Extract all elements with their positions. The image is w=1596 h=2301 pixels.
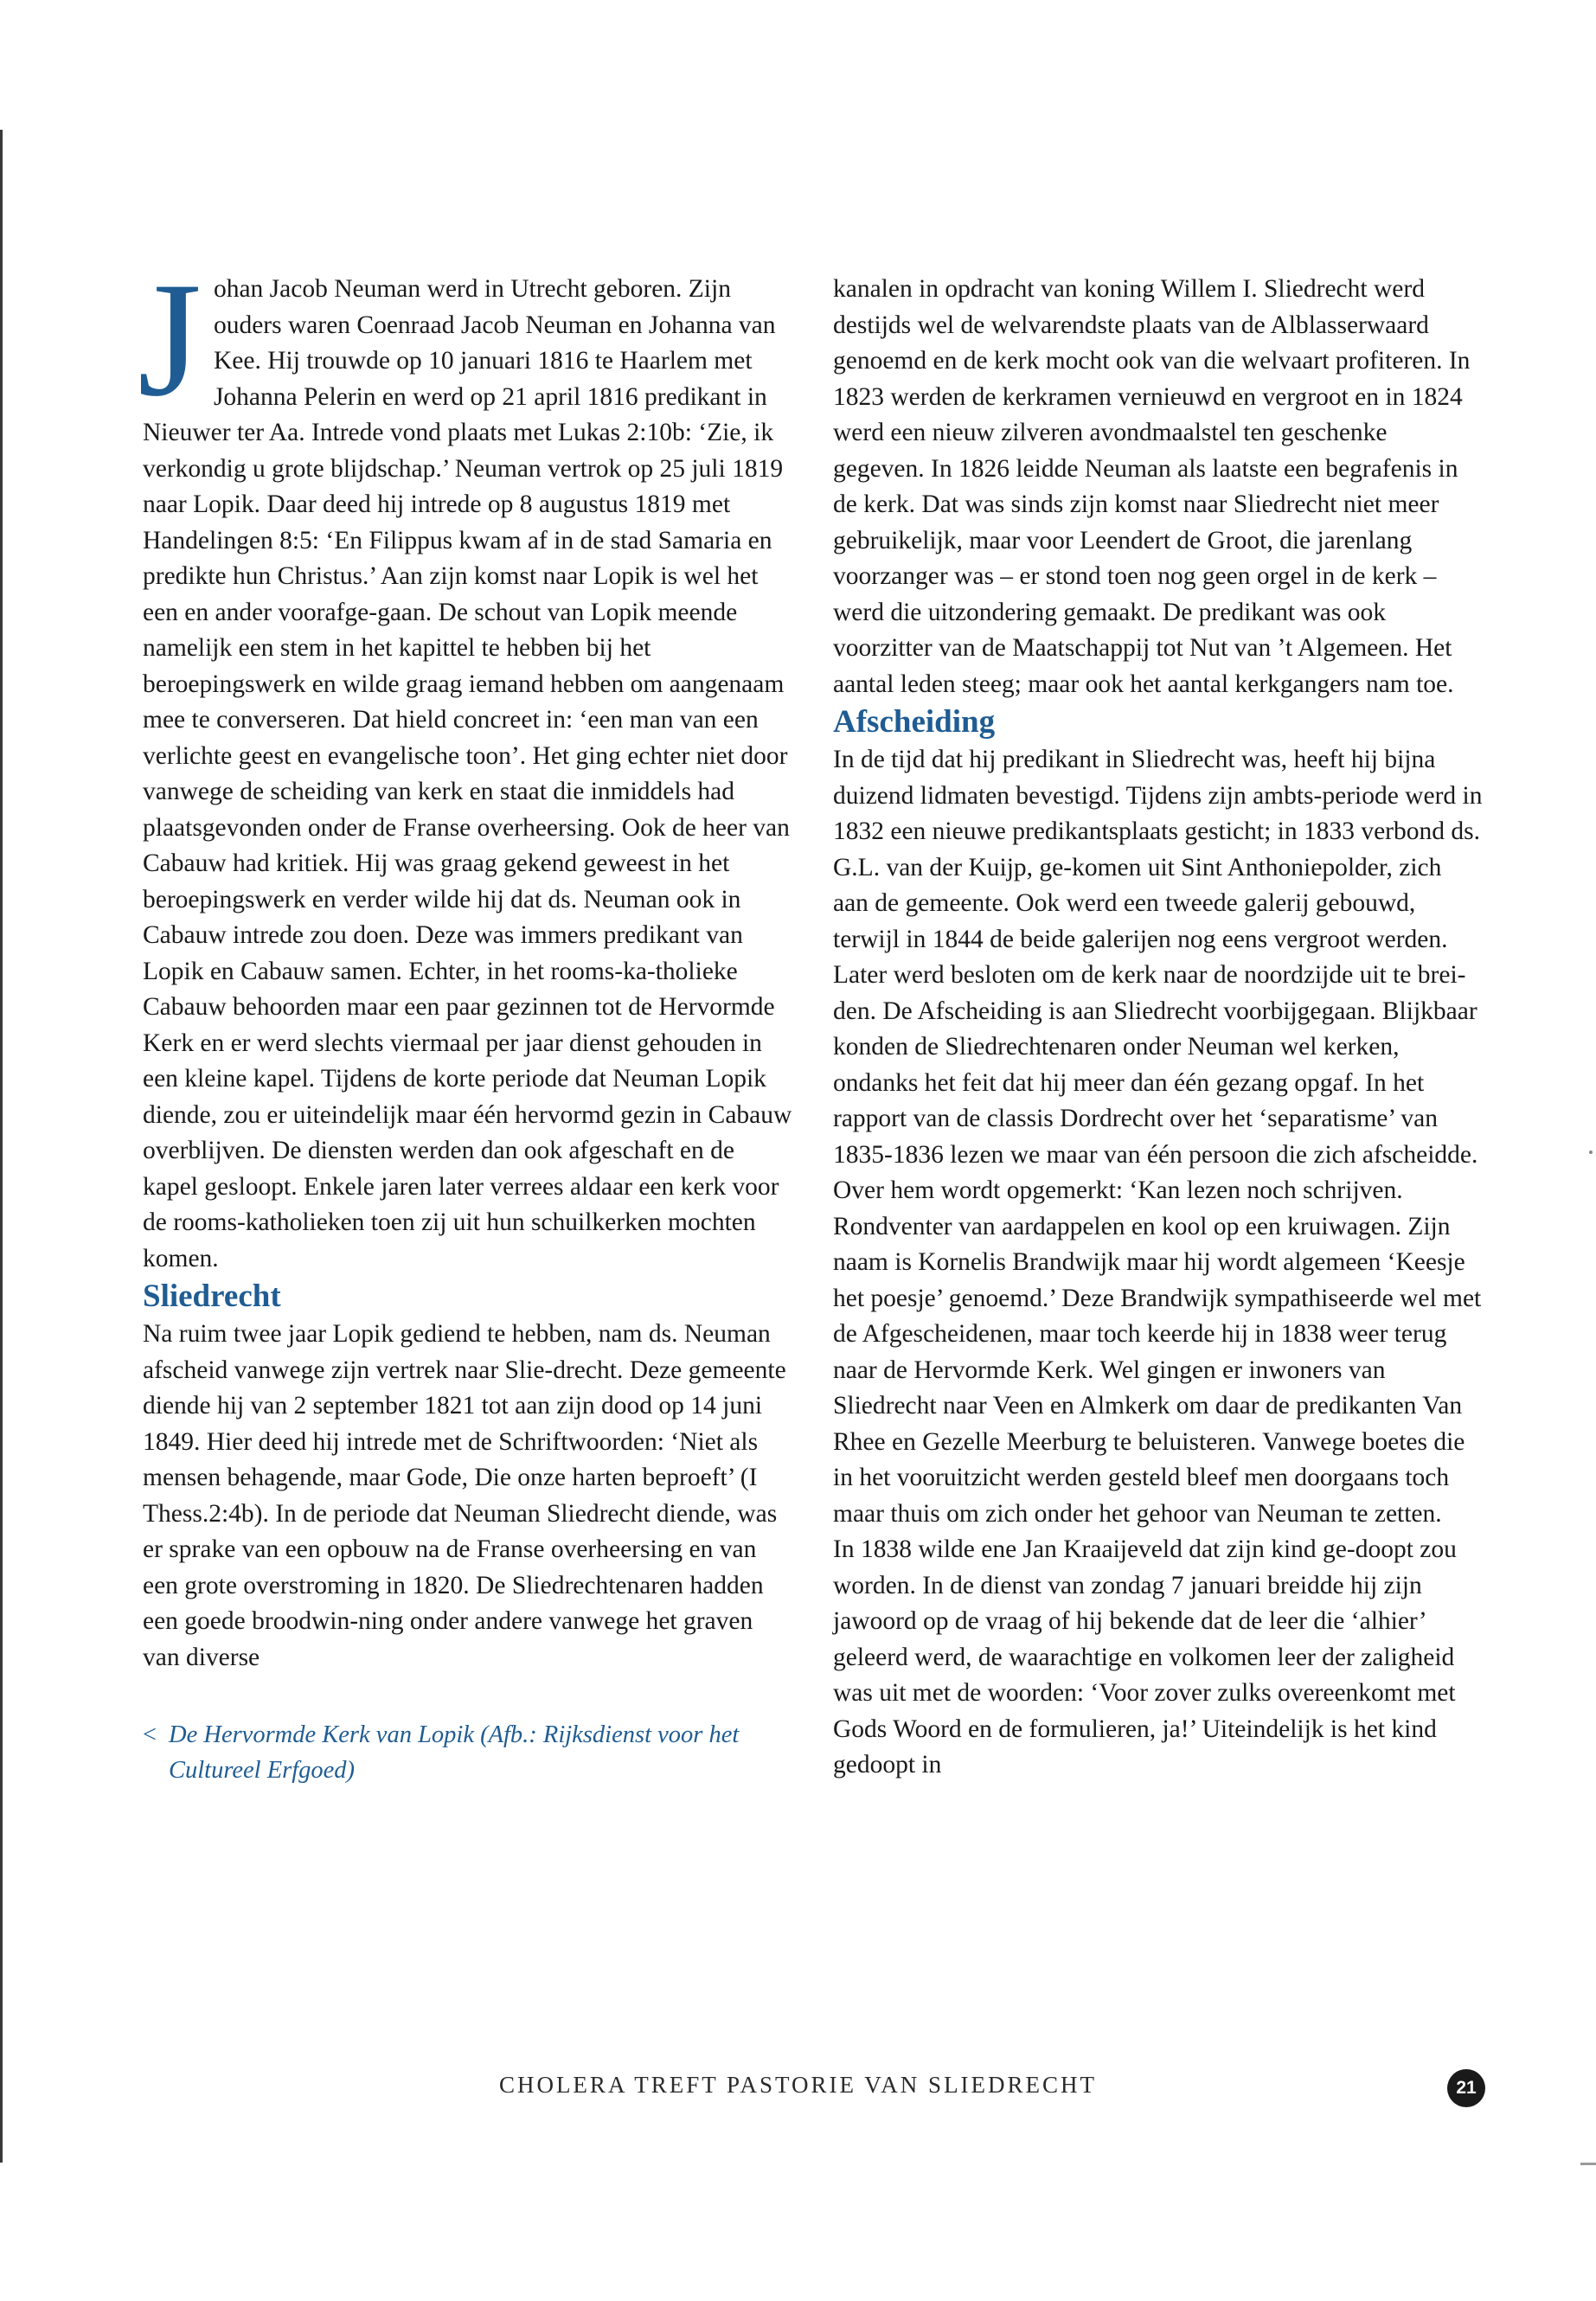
drop-cap: J: [138, 249, 202, 431]
running-footer-title: CHOLERA TREFT PASTORIE VAN SLIEDRECHT: [498, 2072, 1098, 2098]
page-number-badge: 21: [1447, 2069, 1485, 2107]
intro-paragraph: [138, 249, 792, 1277]
kraaijeveld-paragraph: In 1838 wilde ene Jan Kraaijeveld dat zijn kind ge-doopt zou worden. In de dienst van zondag 7 januari breidde hij zijn jawoord op de vraag of hij bekende dat de leer die ‘alhier’ geleerd werd, de waarachtige en volkomen leer der zaligheid was uit met de woorden: ‘Voor zover zulks overeenkomt met Gods Woord en de formulieren, ja!’ Uiteindelijk is het kind gedoopt in: [833, 1535, 1457, 1779]
crop-mark: [1580, 2163, 1596, 2165]
heading-sliedrecht: Sliedrecht: [143, 1279, 281, 1314]
intro-text: ohan Jacob Neuman werd in Utrecht geboren. Zijn ouders waren Coenraad Jacob Neuman en Johanna van Kee. Hij trouwde op 10 januari 1816 te Haarlem met Johanna Pelerin en werd op 21 april 1816 predikant in Nieuwer ter Aa. Intrede vond plaats met Lukas 2:10b: ‘Zie, ik verkondig u grote blijdschap.’ Neuman vertrok op 25 juli 1819 naar Lopik. Daar deed hij intrede op 8 augustus 1819 met Handelingen 8:5: ‘En Filippus kwam af in de stad Samaria en predikte hun Christus.’ Aan zijn komst naar Lopik is wel het een en ander voorafge-gaan. De schout van Lopik meende namelijk een stem in het kapittel te hebben bij het beroepingswerk en wilde graag iemand hebben om aangenaam mee te converseren. Dat hield concreet in: ‘een man van een verlichte geest en evangelische toon’. Het ging echter niet door vanwege de scheiding van kerk en staat die inmiddels had plaatsgevonden onder de Franse overheersing. Ook de heer van Cabauw had kritiek. Hij was graag gekend geweest in het beroepingswerk en verder wilde hij dat ds. Neuman ook in Cabauw intrede zou doen. Deze was immers predikant van Lopik en Cabauw samen. Echter, in het rooms-ka-tholieke Cabauw behoorden maar een paar gezinnen tot de Hervormde Kerk en er werd slechts viermaal per jaar dienst gehouden in een kleine kapel. Tijdens de korte periode dat Neuman Lopik diende, zou er uiteindelijk maar één hervormd gezin in Cabauw overblijven. De diensten werden dan ook afgeschaft en de kapel gesloopt. Enkele jaren later verrees aldaar een kerk voor de rooms-katholieken toen zij uit hun schuilkerken mochten komen.: [143, 275, 792, 1272]
caption-pointer: <: [143, 1721, 157, 1748]
caption-text: De Hervormde Kerk van Lopik (Afb.: Rijksdienst voor het Cultureel Erfgoed): [169, 1721, 740, 1784]
image-caption: [143, 1717, 792, 1788]
page-edge-line: [0, 130, 3, 2163]
continuation-paragraph: kanalen in opdracht van koning Willem I. Sliedrecht werd destijds wel de welvarendste plaats van de Alblasserwaard genoemd en de kerk mocht ook van die welvaart profiteren. In 1823 werden de kerkramen vernieuwd en vergroot en in 1824 werd een nieuw zilveren avondmaalstel ten geschenke gegeven. In 1826 leidde Neuman als laatste een begrafenis in de kerk. Dat was sinds zijn komst naar Sliedrecht niet meer gebruikelijk, maar voor Leendert de Groot, die jarenlang voorzanger was – er stond toen nog geen orgel in de kerk – werd die uitzondering gemaakt. De predikant was ook voorzitter van de Maatschappij tot Nut van ’t Algemeen. Het aantal leden steeg; maar ook het aantal kerkgangers nam toe.: [833, 275, 1471, 698]
left-column: [138, 249, 792, 1788]
afscheiding-paragraph: In de tijd dat hij predikant in Sliedrecht was, heeft hij bijna duizend lidmaten bevestigd. Tijdens zijn ambts-periode werd in 1832 een nieuwe predikantsplaats gesticht; in 1833 verbond ds. G.L. van der Kuijp, ge-komen uit Sint Anthoniepolder, zich aan de gemeente. Ook werd een tweede galerij gebouwd, terwijl in 1844 de beide galerijen nog eens vergroot werden. Later werd besloten om de kerk naar de noordzijde uit te brei-den. De Afscheiding is aan Sliedrecht voorbijgegaan. Blijkbaar konden de Sliedrechtenaren onder Neuman wel kerken, ondanks het feit dat hij meer dan één gezang opgaf. In het rapport van de classis Dordrecht over het ‘separatisme’ van 1835-1836 lezen we maar van één persoon die zich afscheidde. Over hem wordt opgemerkt: ‘Kan lezen noch schrijven. Rondventer van aardappelen en kool op een kruiwagen. Zijn naam is Kornelis Brandwijk maar hij wordt algemeen ‘Keesje het poesje’ genoemd.’ Deze Brandwijk sympathiseerde wel met de Afgescheidenen, maar toch keerde hij in 1838 weer terug naar de Hervormde Kerk. Wel gingen er inwoners van Sliedrecht naar Veen en Almkerk om daar de predikanten Van Rhee en Gezelle Meerburg te beluisteren. Vanwege boetes die in het vooruitzicht werden gesteld bleef men doorgaans toch maar thuis om zich onder het gehoor van Neuman te zetten.: [833, 746, 1483, 1528]
registration-dot: [1589, 1150, 1593, 1154]
sliedrecht-paragraph: Na ruim twee jaar Lopik gediend te hebben, nam ds. Neuman afscheid vanwege zijn vertrek naar Slie-drecht. Deze gemeente diende hij van 2 september 1821 tot aan zijn dood op 14 juni 1849. Hier deed hij intrede met de Schriftwoorden: ‘Niet als mensen behagende, maar Gode, Die onze harten beproeft’ (I Thess.2:4b). In de periode dat Neuman Sliedrecht diende, was er sprake van een opbouw na de Franse overheersing en van een grote overstroming in 1820. De Sliedrechtenaren hadden een goede broodwin-ning onder andere vanwege het graven van diverse: [143, 1320, 786, 1671]
heading-afscheiding: Afscheiding: [833, 704, 996, 740]
right-column: [833, 272, 1483, 1784]
